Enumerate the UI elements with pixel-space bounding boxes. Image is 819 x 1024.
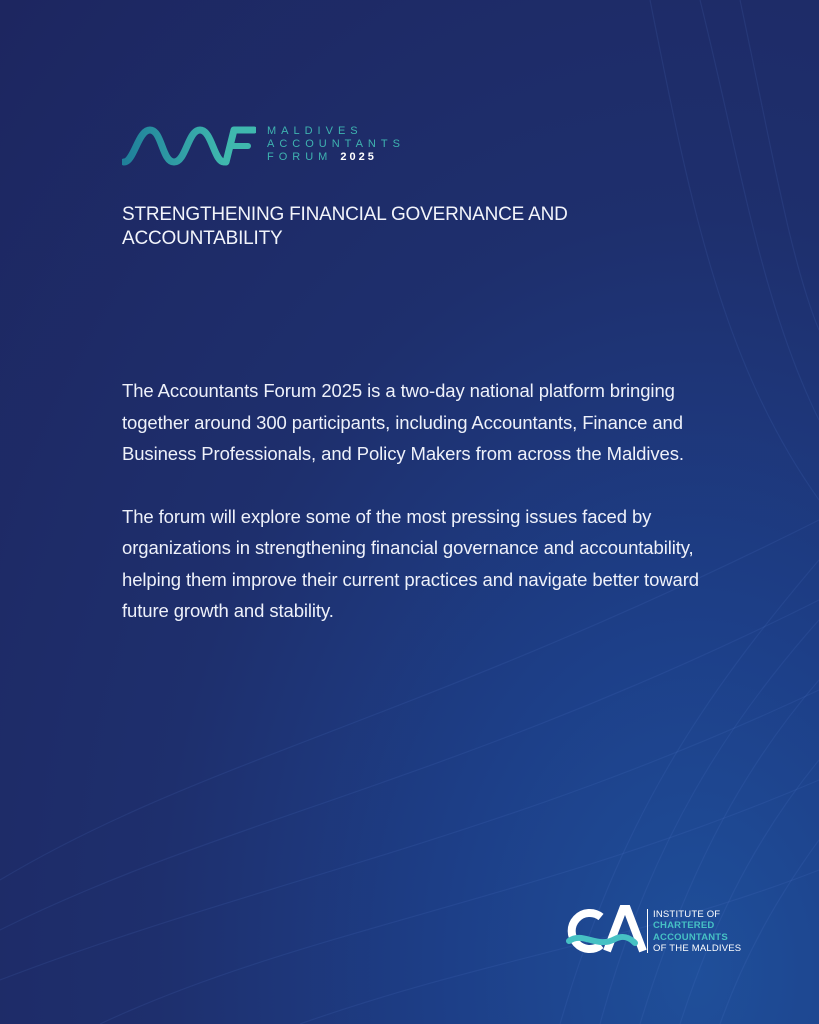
institute-logo-line3: ACCOUNTANTS (653, 931, 728, 943)
paragraph-intro: The Accountants Forum 2025 is a two-day national platform bringing together around 300 participants, including Accountants, Finance and Business Professionals, and Policy Makers from across the Maldives. (122, 380, 684, 464)
institute-logo-line2: CHARTERED (653, 920, 715, 932)
event-logo-line3-word: FORUM (267, 151, 333, 163)
institute-logo (563, 905, 763, 959)
event-logo (122, 122, 422, 172)
event-logo-line2: ACCOUNTANTS (267, 138, 405, 150)
event-logo-line1: MALDIVES (267, 125, 363, 137)
institute-logo-wordmark (653, 909, 741, 954)
event-logo-wordmark (267, 125, 405, 164)
maf-wave-icon (122, 124, 256, 166)
paragraph-goals: The forum will explore some of the most pressing issues faced by organizations in strengthening financial governance and accountability, helping them improve their current practices and navigate better toward future growth and stability. (122, 505, 699, 621)
ca-monogram-icon (563, 905, 647, 955)
institute-logo-line1: INSTITUTE OF (653, 909, 721, 920)
description (122, 375, 742, 658)
institute-logo-divider (647, 909, 648, 953)
event-logo-year: 2025 (340, 151, 377, 163)
institute-logo-line4: OF THE MALDIVES (653, 942, 742, 954)
page-title: STRENGTHENING FINANCIAL GOVERNANCE AND ACCOUNTABILITY (122, 204, 568, 249)
